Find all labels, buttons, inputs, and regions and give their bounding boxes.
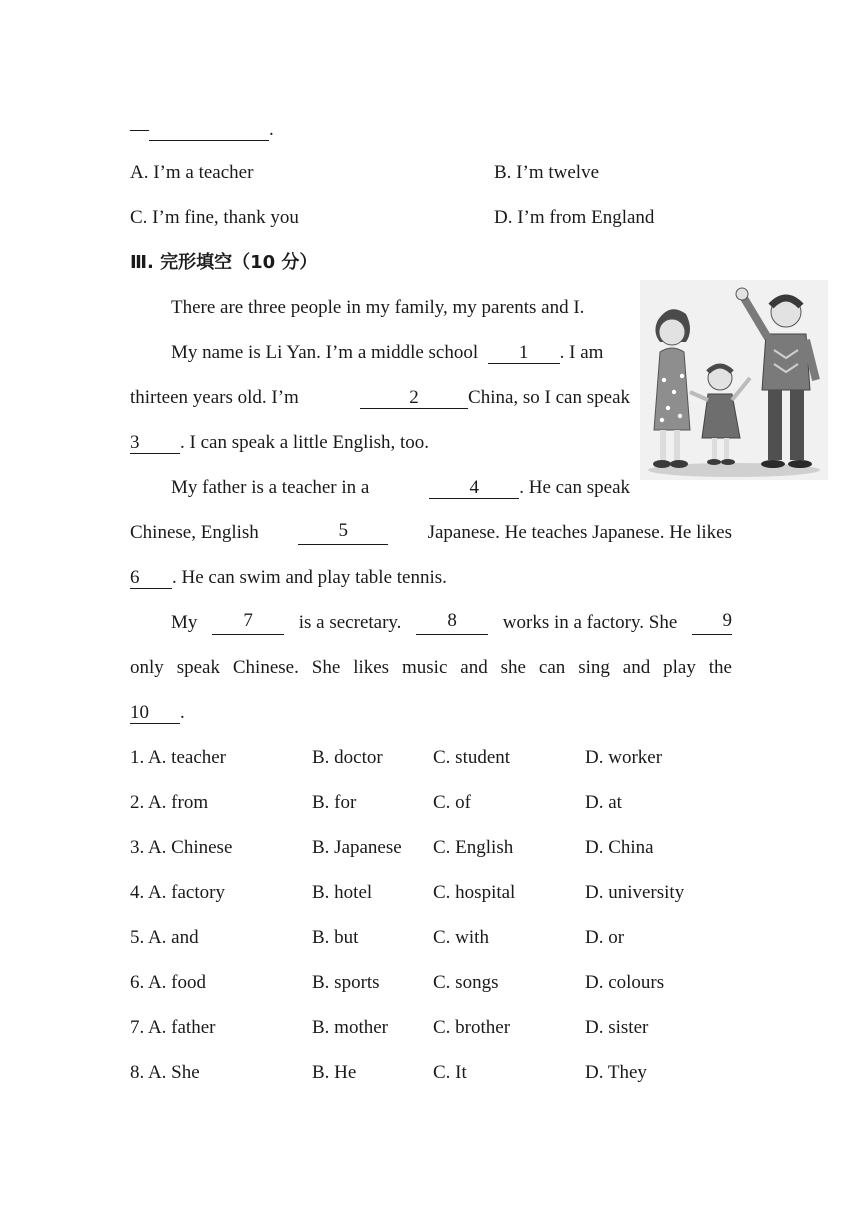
choice-3c[interactable]: C. English (433, 837, 514, 858)
blank-2[interactable]: 2 (360, 388, 468, 409)
prev-option-a: A. I’m a teacher (130, 162, 254, 183)
passage-line-2 (171, 341, 603, 365)
choice-5c[interactable]: C. with (433, 927, 489, 948)
prev-option-b: B. I’m twelve (494, 162, 600, 183)
choice-1d[interactable]: D. worker (585, 747, 663, 768)
choice-1a[interactable]: 1. A. teacher (130, 747, 227, 768)
passage-text: My (171, 612, 198, 633)
passage-line-9: only speak Chinese. She likes music and she can sing and play the (130, 657, 732, 678)
passage-text: . I can speak a little English, too. (180, 432, 430, 453)
choice-1b[interactable]: B. doctor (312, 747, 383, 768)
choice-4c[interactable]: C. hospital (433, 882, 516, 903)
choice-5a[interactable]: 5. A. and (130, 927, 199, 948)
family-illustration (640, 280, 828, 480)
choice-4b[interactable]: B. hotel (312, 882, 373, 903)
previous-answer-line (130, 118, 274, 142)
passage-line-6 (130, 521, 732, 545)
choice-7c[interactable]: C. brother (433, 1017, 511, 1038)
choice-6b[interactable]: B. sports (312, 972, 380, 993)
choice-6d[interactable]: D. colours (585, 972, 665, 993)
passage-line-7 (130, 566, 447, 590)
passage-text: My father is a teacher in a (171, 477, 370, 498)
choice-4d[interactable]: D. university (585, 882, 685, 903)
passage-text: . (180, 702, 185, 723)
choice-2b[interactable]: B. for (312, 792, 357, 813)
choice-6a[interactable]: 6. A. food (130, 972, 206, 993)
passage-text: . He can speak (519, 477, 630, 498)
blank-10[interactable]: 10 (130, 703, 180, 724)
passage-text: Japanese. He teaches Japanese. He likes (427, 522, 732, 543)
passage-line-4 (130, 431, 429, 455)
passage-text: is a secretary. (298, 612, 402, 633)
choice-8b[interactable]: B. He (312, 1062, 357, 1083)
choice-4a[interactable]: 4. A. factory (130, 882, 225, 903)
prev-option-d: D. I’m from England (494, 207, 655, 228)
passage-text: China, so I can speak (468, 387, 630, 408)
passage-text: works in a factory. She (502, 612, 678, 633)
choice-5d[interactable]: D. or (585, 927, 625, 948)
passage-text: Chinese, English (130, 522, 259, 543)
choice-6c[interactable]: C. songs (433, 972, 499, 993)
blank-7[interactable]: 7 (212, 611, 284, 635)
choice-7d[interactable]: D. sister (585, 1017, 649, 1038)
choice-5b[interactable]: B. but (312, 927, 359, 948)
passage-text: My name is Li Yan. I’m a middle school (171, 342, 479, 363)
choice-3d[interactable]: D. China (585, 837, 654, 858)
choice-7a[interactable]: 7. A. father (130, 1017, 216, 1038)
choice-8d[interactable]: D. They (585, 1062, 647, 1083)
choice-2a[interactable]: 2. A. from (130, 792, 209, 813)
blank-8[interactable]: 8 (416, 611, 488, 635)
passage-line-8 (171, 611, 732, 635)
passage-line-3 (130, 386, 630, 410)
prev-option-c: C. I’m fine, thank you (130, 207, 299, 228)
choice-7b[interactable]: B. mother (312, 1017, 388, 1038)
choice-3b[interactable]: B. Japanese (312, 837, 402, 858)
dash: — (130, 119, 149, 140)
choice-2d[interactable]: D. at (585, 792, 622, 813)
passage-text: . I am (559, 342, 604, 363)
blank-9[interactable]: 9 (692, 611, 732, 635)
passage-text: thirteen years old. I’m (130, 387, 299, 408)
blank-5[interactable]: 5 (298, 521, 388, 545)
answer-blank[interactable] (149, 120, 269, 141)
passage-line-10 (130, 701, 185, 725)
choice-3a[interactable]: 3. A. Chinese (130, 837, 233, 858)
period: . (269, 119, 274, 140)
blank-3[interactable]: 3 (130, 433, 180, 454)
blank-1[interactable]: 1 (488, 343, 560, 364)
choice-1c[interactable]: C. student (433, 747, 511, 768)
choice-8c[interactable]: C. It (433, 1062, 467, 1083)
passage-line-5 (171, 476, 630, 500)
blank-6[interactable]: 6 (130, 568, 172, 589)
passage-text: . He can swim and play table tennis. (172, 567, 447, 588)
section-heading: Ⅲ. 完形填空（10 分） (130, 252, 318, 273)
blank-4[interactable]: 4 (429, 478, 519, 499)
choice-2c[interactable]: C. of (433, 792, 471, 813)
passage-line-1: There are three people in my family, my parents and I. (171, 297, 585, 318)
choice-8a[interactable]: 8. A. She (130, 1062, 200, 1083)
